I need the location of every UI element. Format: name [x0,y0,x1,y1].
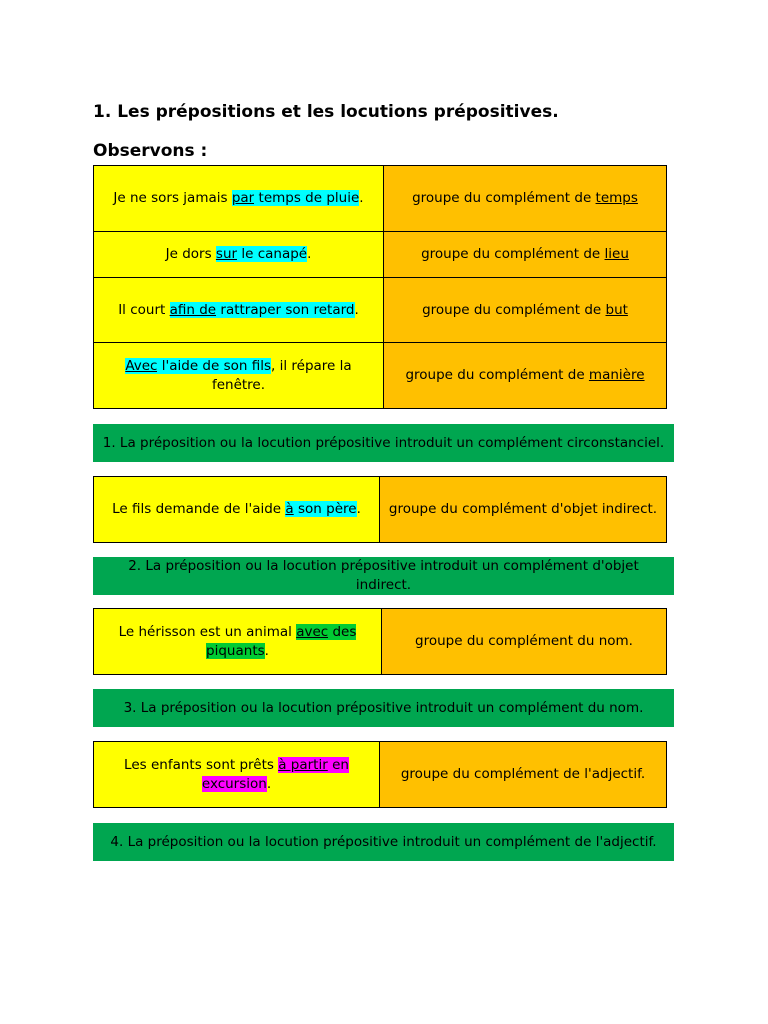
rule-box-3: 3. La préposition ou la locution prépositive introduit un complément du nom. [93,689,674,727]
table-row [94,477,667,543]
table-row [94,232,667,278]
table-row [94,742,667,808]
table-row [94,278,667,343]
example-sentence: Je ne sors jamais par temps de pluie. [94,166,384,232]
example-sentence: Le hérisson est un animal avec des piquants. [94,609,382,675]
preposition-highlight: par [231,190,255,206]
group-label: groupe du complément de manière [384,343,667,409]
group-keyword: temps [595,190,638,206]
group-label: groupe du complément du nom. [382,609,667,675]
preposition-highlight: sur [215,246,238,262]
section-subtitle: Observons : [93,141,208,161]
complement-highlight: en excursion [201,756,349,792]
complement-highlight: son père [298,501,357,517]
example-sentence: Je dors sur le canapé. [94,232,384,278]
complement-highlight: le canapé [241,246,308,262]
rule-box-4: 4. La préposition ou la locution prépositive introduit un complément de l'adjectif. [93,823,674,861]
examples-table-complement-adjectif [93,741,667,808]
group-label: groupe du complément d'objet indirect. [380,477,667,543]
preposition-highlight: avec [296,623,329,640]
example-sentence: Il court afin de rattraper son retard. [94,278,384,343]
preposition-highlight: afin de [169,301,217,318]
complement-highlight: temps de pluie [258,190,360,206]
preposition-highlight: à partir [278,756,328,773]
group-label: groupe du complément de temps [384,166,667,232]
complement-highlight: rattraper son retard [220,301,355,318]
example-sentence: Le fils demande de l'aide à son père. [94,477,380,543]
table-row [94,609,667,675]
page-title: 1. Les prépositions et les locutions prépositives. [93,102,559,122]
examples-table-coi [93,476,667,543]
examples-table-complement-nom [93,608,667,675]
group-label: groupe du complément de l'adjectif. [380,742,667,808]
complement-highlight: l'aide de son fils [161,357,272,374]
examples-table-circonstanciel [93,165,667,409]
group-keyword: manière [588,367,645,383]
group-label: groupe du complément de but [384,278,667,343]
example-sentence: Avec l'aide de son fils, il répare la fenêtre. [94,343,384,409]
group-keyword: but [605,301,628,318]
table-row [94,166,667,232]
preposition-highlight: Avec [125,357,158,374]
rule-box-1: 1. La préposition ou la locution prépositive introduit un complément circonstanciel. [93,424,674,462]
group-keyword: lieu [604,246,629,262]
rule-box-2: 2. La préposition ou la locution prépositive introduit un complément d'objet indirect. [93,557,674,595]
preposition-highlight: à [285,501,294,517]
group-label: groupe du complément de lieu [384,232,667,278]
example-sentence: Les enfants sont prêts à partir en excursion. [94,742,380,808]
complement-highlight: des piquants [206,623,357,659]
table-row [94,343,667,409]
